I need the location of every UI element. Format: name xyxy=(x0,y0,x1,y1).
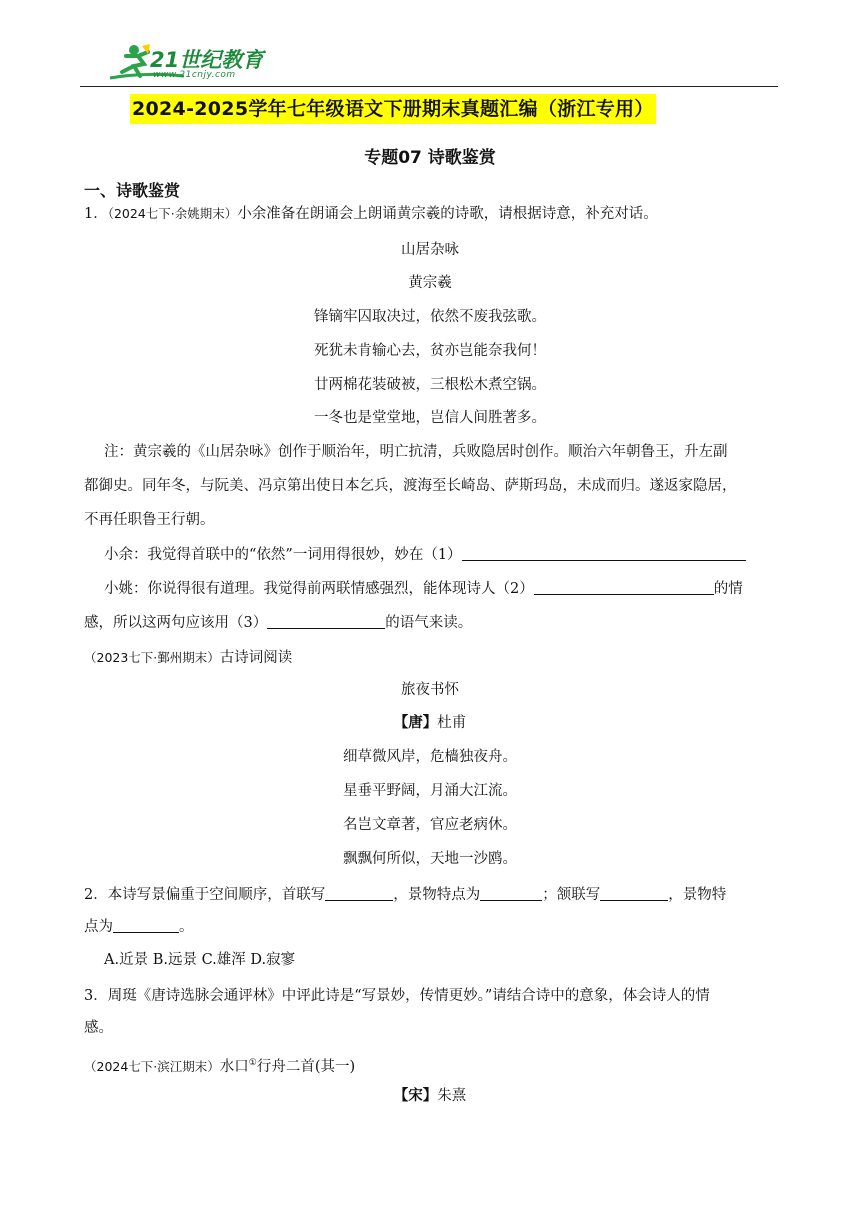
footnote-mark: ① xyxy=(248,1058,257,1068)
document-title: 2024-2025学年七年级语文下册期末真题汇编（浙江专用） xyxy=(130,94,656,124)
poem-line: 细草微风岸，危樯独夜舟。 xyxy=(343,749,517,765)
poem-note: 不再任职鲁王行朝。 xyxy=(84,512,215,528)
section-heading: 一、诗歌鉴赏 xyxy=(84,181,181,200)
reading-group-2-header: （2023七下·鄞州期末）古诗词阅读 xyxy=(84,650,293,666)
answer-blank-3[interactable] xyxy=(267,612,385,629)
poem-note: 都御史。同年冬，与阮美、冯京第出使日本乞兵，渡海至长崎岛、萨斯玛岛，未成而归。遂返家隐居， xyxy=(84,478,737,494)
topic-subtitle: 专题07 诗歌鉴赏 xyxy=(364,148,496,168)
poem-author: 【宋】朱熹 xyxy=(393,1087,467,1104)
question-number: 1． xyxy=(84,206,108,222)
header-divider xyxy=(80,86,778,87)
logo-text: 21世纪教育 xyxy=(150,48,264,72)
dialog-line-3: 感，所以这两句应该用（3） 的语气来读。 xyxy=(84,612,472,633)
poem-note: 注：黄宗羲的《山居杂咏》创作于顺治年，明亡抗清，兵败隐居时创作。顺治六年朝鲁王，升左副 xyxy=(104,444,728,460)
poem-line: 锋镝牢囚取决过，依然不废我弦歌。 xyxy=(314,309,546,325)
poem-line: 飘飘何所似，天地一沙鸥。 xyxy=(343,851,517,867)
poem-line: 名岂文章著，官应老病休。 xyxy=(343,817,517,833)
question-text: 小余准备在朗诵会上朗诵黄宗羲的诗歌，请根据诗意，补充对话。 xyxy=(237,206,658,222)
dialog-line-2: 小姚：你说得很有道理。我觉得前两联情感强烈，能体现诗人（2） 的情 xyxy=(104,578,743,599)
poem-title: 旅夜书怀 xyxy=(401,682,459,698)
question-1-prompt xyxy=(84,204,658,224)
question-2-options: A.近景 B.远景 C.雄浑 D.寂寥 xyxy=(104,952,296,968)
answer-blank-q2-1[interactable] xyxy=(325,884,393,901)
poem-author: 黄宗羲 xyxy=(408,275,452,291)
poem-title: 山居杂咏 xyxy=(401,242,459,258)
answer-blank-q2-4[interactable] xyxy=(113,916,179,933)
question-3-line-2: 感。 xyxy=(84,1020,113,1036)
question-3-line-1: 3．周珽《唐诗选脉会通评林》中评此诗是“写景妙，传情更妙。”请结合诗中的意象，体会诗人的情 xyxy=(84,988,710,1004)
poem-line: 廿两棉花装破被，三根松木煮空锅。 xyxy=(314,377,546,393)
answer-blank-2[interactable] xyxy=(534,578,714,595)
poem-line: 星垂平野阔，月涌大江流。 xyxy=(343,783,517,799)
answer-blank-q2-2[interactable] xyxy=(480,884,542,901)
dialog-line-1: 小余：我觉得首联中的“依然”一词用得很妙，妙在（1） xyxy=(104,544,746,565)
question-2-line-2: 点为 。 xyxy=(84,916,194,937)
poem-line: 死犹未肯输心去，贫亦岂能奈我何！ xyxy=(314,343,546,359)
poem-author: 【唐】杜甫 xyxy=(393,714,467,731)
poem-line: 一冬也是堂堂地，岂信人间胜著多。 xyxy=(314,410,546,426)
answer-blank-q2-3[interactable] xyxy=(600,884,668,901)
answer-blank-1[interactable] xyxy=(462,544,746,561)
question-2-line-1: 2．本诗写景偏重于空间顺序，首联写 ，景物特点为 ；颔联写 ，景物特 xyxy=(84,884,726,905)
logo-url: www.21cnjy.com xyxy=(153,70,236,80)
reading-group-3-header: （2024七下·滨江期末）水口①行舟二首(其一) xyxy=(84,1058,356,1075)
question-source: （2024七下·余姚期末） xyxy=(107,206,238,221)
